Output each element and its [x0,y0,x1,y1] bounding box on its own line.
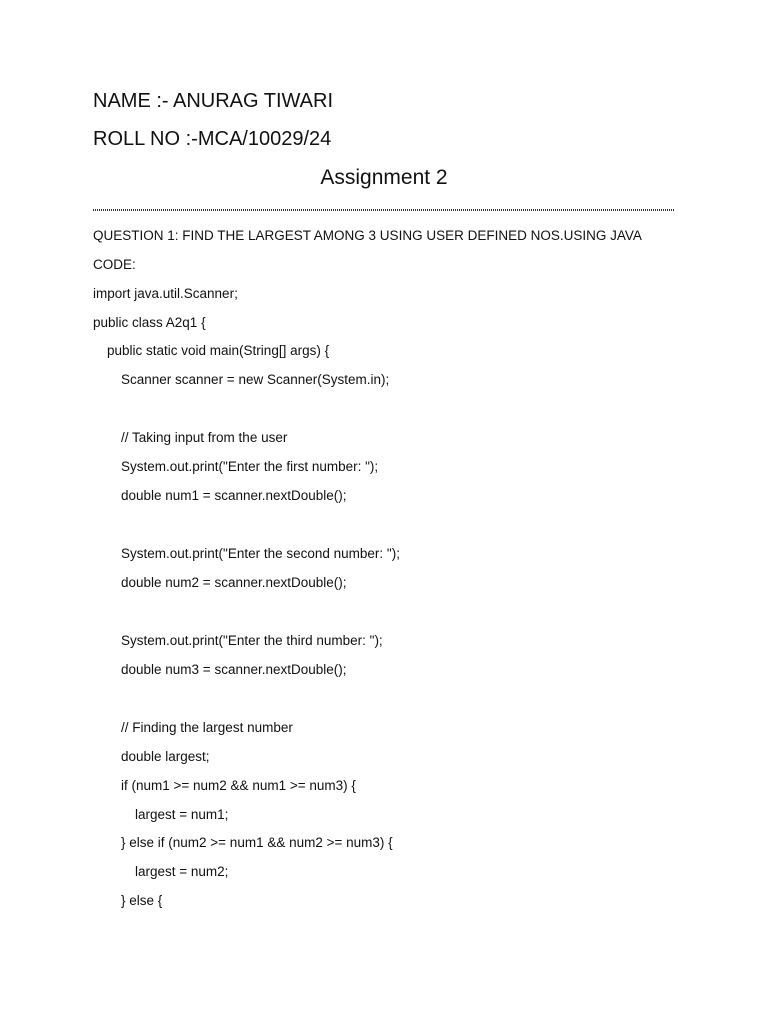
code-line-scanner-init: Scanner scanner = new Scanner(System.in); [121,372,390,387]
assignment-title: Assignment 2 [320,166,448,189]
code-line-prompt-first: System.out.print("Enter the first number: "); [121,459,379,474]
code-line-prompt-third: System.out.print("Enter the third number: "); [121,633,383,648]
question-text: QUESTION 1: FIND THE LARGEST AMONG 3 USING USER DEFINED NOS.USING JAVA [93,228,642,243]
code-label: CODE: [93,257,136,272]
code-line-declare-largest: double largest; [121,749,210,764]
roll-number: ROLL NO :-MCA/10029/24 [93,128,332,150]
code-line-comment-largest: // Finding the largest number [121,720,293,735]
dotted-divider [93,209,674,211]
code-line-read-num2: double num2 = scanner.nextDouble(); [121,575,347,590]
code-line-else: } else { [121,893,163,908]
code-line-assign-num2: largest = num2; [135,864,229,879]
code-line-comment-input: // Taking input from the user [121,430,288,445]
code-line-read-num3: double num3 = scanner.nextDouble(); [121,662,347,677]
code-line-read-num1: double num1 = scanner.nextDouble(); [121,488,347,503]
code-line-prompt-second: System.out.print("Enter the second number: "); [121,546,400,561]
code-line-assign-num1: largest = num1; [135,807,229,822]
code-line-if: if (num1 >= num2 && num1 >= num3) { [121,778,356,793]
code-line-else-if: } else if (num2 >= num1 && num2 >= num3) { [121,835,393,850]
code-line-main-decl: public static void main(String[] args) { [107,343,330,358]
code-line-import: import java.util.Scanner; [93,286,238,301]
code-line-class-decl: public class A2q1 { [93,315,206,330]
student-name: NAME :- ANURAG TIWARI [93,90,334,112]
